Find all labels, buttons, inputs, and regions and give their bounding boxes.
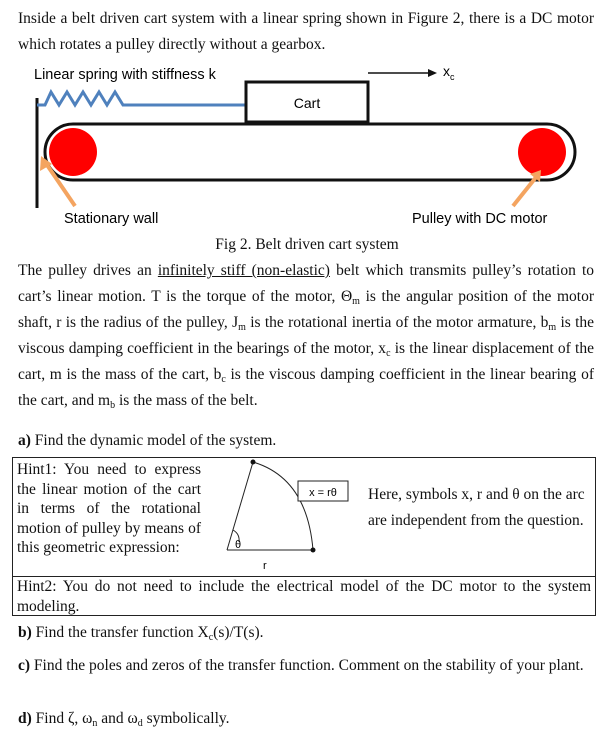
question-a: a) Find the dynamic model of the system. bbox=[18, 432, 277, 449]
arc-end-point bbox=[311, 548, 316, 553]
arc-geometry-figure bbox=[203, 458, 363, 574]
hint2-text: Hint2: You do not need to include the electrical model of the DC motor to the system modeling. bbox=[17, 578, 591, 615]
xc-label: $x_c$ bbox=[443, 63, 455, 82]
hint1-note: Here, symbols x, r and θ on the arc are independent from the question. bbox=[368, 486, 585, 529]
wall-label: Stationary wall bbox=[64, 211, 159, 227]
body-paragraph: The pulley drives an infinitely stiff (non-elastic) belt which transmits pulley’s rotation to cart’s linear motion. T is the torque of the motor, $\Theta_m$ is the angular position of the motor shaft, r is the radius of the pulley, $J_m$ is the rotational inertia of the motor armature, $b_m$ is the viscous damping coefficient in the bearings of the motor, $x_c$ is the linear displacement of the cart, m is the mass of the cart, $b_c$ is the viscous damping coefficient in the linear bearing of the cart, and $m_b$ is the mass of the belt. bbox=[18, 262, 595, 411]
underlined-term: infinitely stiff (non-elastic) bbox=[157, 262, 330, 279]
left-pulley bbox=[49, 128, 97, 176]
right-pulley-dc-motor bbox=[518, 128, 566, 176]
cart-label: Cart bbox=[293, 95, 321, 111]
belt-loop bbox=[45, 124, 575, 180]
hint1-text: Hint1: You need to express the linear motion of the cart in terms of the rotational motion of pulley by means of this geometric expression: bbox=[17, 461, 201, 557]
hint2-box bbox=[12, 575, 596, 616]
theta-label: θ bbox=[235, 539, 242, 551]
radius-line-slanted bbox=[227, 462, 253, 550]
hint1-box bbox=[12, 457, 596, 577]
question-d: d) Find ζ, $\omega_n$ and $\omega_d$ symbolically. bbox=[18, 710, 230, 729]
belt-cart-diagram bbox=[0, 60, 614, 236]
question-c: c) Find the poles and zeros of the transfer function. Comment on the stability of your plant. bbox=[18, 657, 584, 674]
spring-label: Linear spring with stiffness k bbox=[34, 67, 216, 83]
formula-label: x = rθ bbox=[309, 487, 337, 499]
question-b: b) Find the transfer function $X_c(s)/T(s)$. bbox=[18, 624, 264, 643]
arc-start-point bbox=[251, 460, 256, 465]
xc-arrow-head bbox=[428, 69, 437, 77]
pulley-label: Pulley with DC motor bbox=[412, 211, 548, 227]
spring bbox=[37, 92, 246, 105]
arc-curve bbox=[253, 462, 313, 550]
intro-paragraph: Inside a belt driven cart system with a linear spring shown in Figure 2, there is a DC motor which rotates a pulley directly without a gearbox. bbox=[18, 10, 594, 53]
figure-caption: Fig 2. Belt driven cart system bbox=[215, 236, 399, 253]
r-label: r bbox=[263, 560, 267, 572]
